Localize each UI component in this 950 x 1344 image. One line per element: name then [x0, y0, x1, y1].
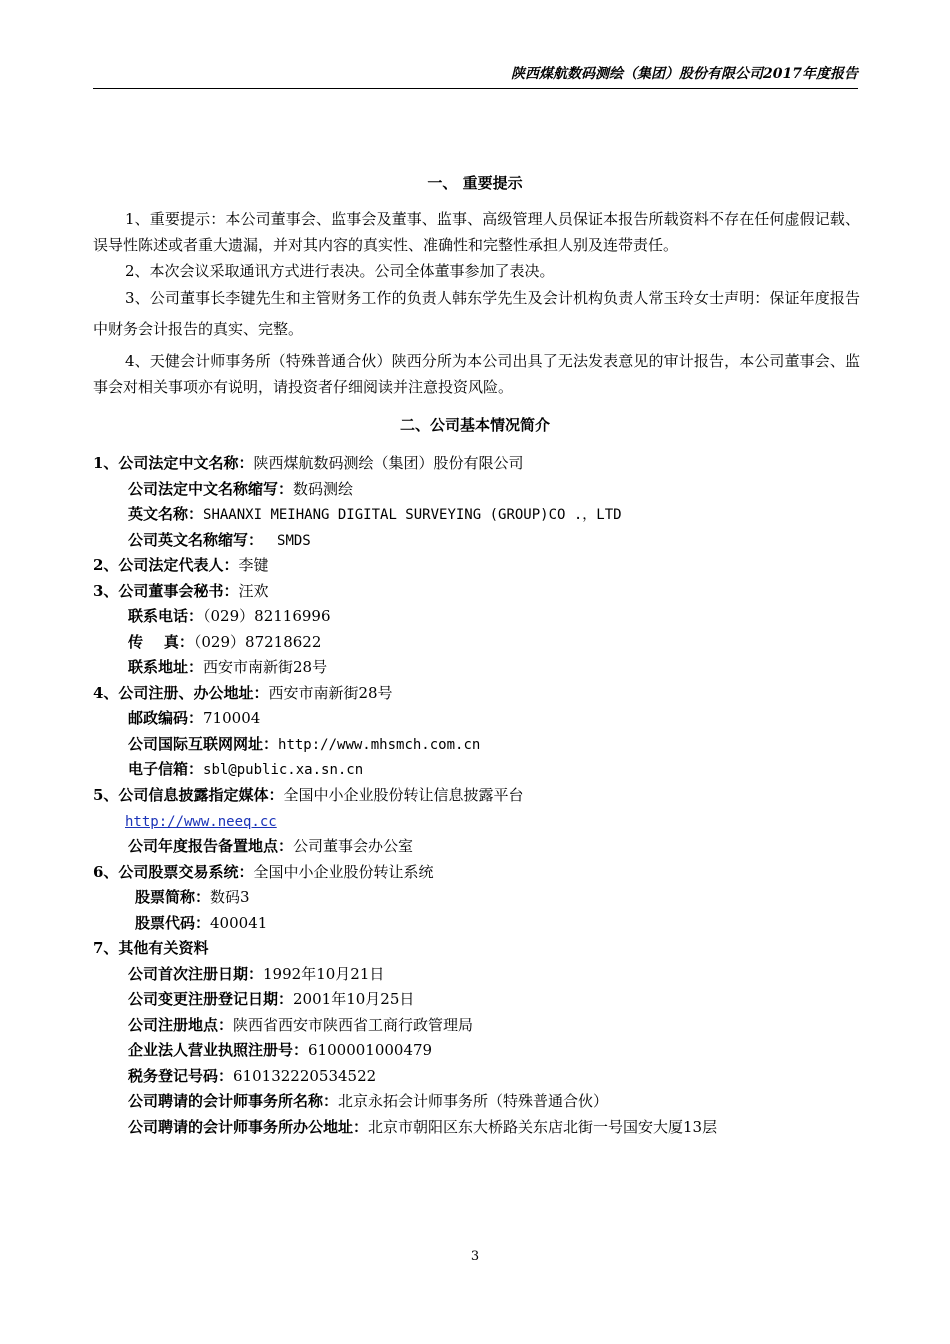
tax-row — [128, 1066, 376, 1086]
license-row — [128, 1040, 432, 1060]
auditor-label: 公司聘请的会计师事务所名称： — [128, 1092, 339, 1110]
company-abbr-en-label: 公司英文名称缩写： — [128, 531, 264, 549]
board-secretary-label: 3、公司董事会秘书： — [93, 582, 239, 600]
stock-code-row — [135, 913, 267, 933]
change-reg-date: 2001年10月25日 — [293, 990, 415, 1008]
media-value: 全国中小企业股份转让信息披露平台 — [283, 786, 524, 804]
email-value: sbl@public.xa.sn.cn — [203, 762, 364, 778]
license-label: 企业法人营业执照注册号： — [128, 1041, 309, 1059]
office-address-row — [93, 683, 393, 703]
office-address: 西安市南新街28号 — [268, 684, 393, 702]
website-row — [128, 734, 480, 755]
office-address-label: 4、公司注册、办公地址： — [93, 684, 269, 702]
notice-paragraph-2: 2、本次会议采取通讯方式进行表决。公司全体董事参加了表决。 — [125, 262, 555, 280]
first-reg-row — [128, 964, 384, 984]
zip-value: 710004 — [203, 709, 261, 727]
reg-place-label: 公司注册地点： — [128, 1016, 234, 1034]
company-abbr-en: SMDS — [277, 533, 311, 549]
stock-name: 数码3 — [210, 888, 250, 906]
company-name-cn: 陕西煤航数码测绘（集团）股份有限公司 — [253, 454, 524, 472]
company-name-en-label: 英文名称： — [128, 505, 204, 523]
company-abbr-en-row — [128, 530, 311, 551]
phone-value: （029）82116996 — [203, 607, 331, 625]
report-location-label: 公司年度报告备置地点： — [128, 837, 294, 855]
website-value: http://www.mhsmch.com.cn — [278, 737, 481, 753]
report-location-row — [128, 836, 413, 856]
auditor-address-row — [128, 1117, 717, 1137]
auditor-address: 北京市朝阳区东大桥路关东店北街一号国安大厦13层 — [368, 1118, 718, 1136]
company-name-cn-row — [93, 453, 523, 473]
website-label: 公司国际互联网网址： — [128, 735, 279, 753]
change-reg-row — [128, 989, 414, 1009]
phone-label: 联系电话： — [128, 607, 204, 625]
phone-row — [128, 606, 331, 626]
tax-number: 610132220534522 — [233, 1067, 377, 1085]
change-reg-label: 公司变更注册登记日期： — [128, 990, 294, 1008]
fax-row — [128, 632, 321, 652]
reg-place-row — [128, 1015, 473, 1035]
report-header — [93, 64, 858, 89]
media-row — [93, 785, 523, 805]
fax-label: 传 真： — [128, 633, 194, 651]
notice-paragraph-4: 4、天健会计师事务所（特殊普通合伙）陕西分所为本公司出具了无法发表意见的审计报告，本公司董事会、监事会对相关事项亦有说明，请投资者仔细阅读并注意投资风险。 — [93, 352, 860, 396]
contact-address-row — [128, 657, 327, 677]
email-label: 电子信箱： — [128, 760, 204, 778]
email-row — [128, 759, 363, 780]
section-title-important: 一、 重要提示 — [427, 174, 523, 192]
auditor-name: 北京永拓会计师事务所（特殊普通合伙） — [338, 1092, 609, 1110]
board-secretary-row — [93, 581, 268, 601]
exchange-label: 6、公司股票交易系统： — [93, 863, 254, 881]
page-number: 3 — [470, 1249, 480, 1264]
media-link-row — [125, 811, 277, 832]
report-location: 公司董事会办公室 — [293, 837, 414, 855]
notice-paragraph-1: 1、重要提示：本公司董事会、监事会及董事、监事、高级管理人员保证本报告所载资料不存在任何虚假记载、误导性陈述或者重大遗漏，并对其内容的真实性、准确性和完整性承担人别及连带责任。 — [93, 210, 860, 254]
header-title: 陕西煤航数码测绘（集团）股份有限公司2017年度报告 — [511, 66, 858, 82]
reg-place: 陕西省西安市陕西省工商行政管理局 — [233, 1016, 474, 1034]
first-reg-date: 1992年10月21日 — [263, 965, 385, 983]
zip-label: 邮政编码： — [128, 709, 204, 727]
notice-paragraph-3: 3、公司董事长李键先生和主管财务工作的负责人韩东学先生及会计机构负责人常玉玲女士声明：保证年度报告中财务会计报告的真实、完整。 — [93, 289, 860, 338]
other-info-label: 7、其他有关资料 — [93, 939, 209, 957]
section-title-company-info: 二、公司基本情况简介 — [399, 416, 550, 434]
stock-code-label: 股票代码： — [135, 914, 211, 932]
stock-name-label: 股票简称： — [135, 888, 211, 906]
company-name-en: SHAANXI MEIHANG DIGITAL SURVEYING (GROUP)CO .，LTD — [203, 507, 622, 523]
board-secretary: 汪欢 — [238, 582, 269, 600]
media-link[interactable]: http://www.neeq.cc — [125, 814, 277, 830]
legal-rep: 李键 — [238, 556, 269, 574]
legal-rep-row — [93, 555, 268, 575]
contact-address-label: 联系地址： — [128, 658, 204, 676]
license-number: 6100001000479 — [308, 1041, 433, 1059]
company-abbr-cn-label: 公司法定中文名称缩写： — [128, 480, 294, 498]
stock-name-row — [135, 887, 250, 907]
exchange-value: 全国中小企业股份转让系统 — [253, 863, 434, 881]
auditor-address-label: 公司聘请的会计师事务所办公地址： — [128, 1118, 369, 1136]
company-abbr-cn: 数码测绘 — [293, 480, 354, 498]
tax-label: 税务登记号码： — [128, 1067, 234, 1085]
exchange-row — [93, 862, 433, 882]
zip-row — [128, 708, 260, 728]
contact-address: 西安市南新街28号 — [203, 658, 328, 676]
fax-value: （029）87218622 — [193, 633, 322, 651]
stock-code: 400041 — [210, 914, 268, 932]
company-name-en-row — [128, 504, 622, 525]
media-label: 5、公司信息披露指定媒体： — [93, 786, 284, 804]
auditor-row — [128, 1091, 608, 1111]
legal-rep-label: 2、公司法定代表人： — [93, 556, 239, 574]
other-info-row — [93, 938, 208, 958]
first-reg-label: 公司首次注册日期： — [128, 965, 264, 983]
company-abbr-cn-row — [128, 479, 353, 499]
company-name-cn-label: 1、公司法定中文名称： — [93, 454, 254, 472]
